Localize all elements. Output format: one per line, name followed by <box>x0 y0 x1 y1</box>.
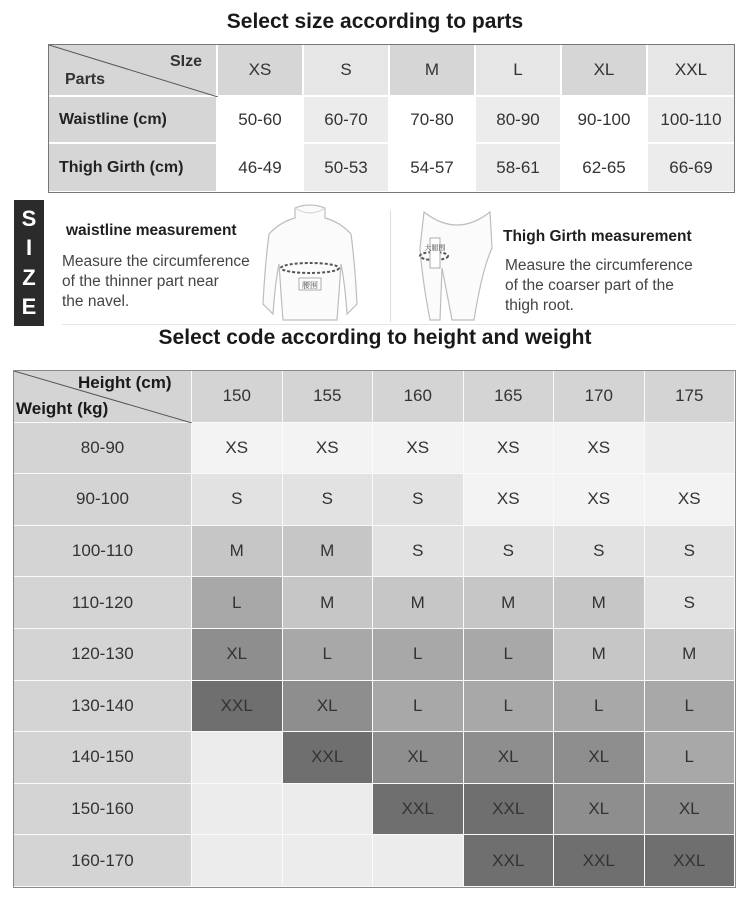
size-code-cell: XL <box>283 681 374 733</box>
size-header-xs: XS <box>218 45 304 97</box>
corner-parts-label: Parts <box>65 71 106 88</box>
thigh-line-2: of the coarser part of the <box>505 277 674 294</box>
size-code-cell: XS <box>192 423 283 475</box>
size-code-cell: XXL <box>283 732 374 784</box>
thigh-description <box>505 256 693 316</box>
size-code-cell: XL <box>645 784 736 836</box>
size-code-cell: L <box>283 629 374 681</box>
weight-row-label: 100-110 <box>14 526 192 578</box>
waist-marker-label: 腰围 <box>302 281 318 290</box>
size-code-cell: S <box>554 526 645 578</box>
size-code-cell <box>192 732 283 784</box>
size-code-cell: M <box>373 577 464 629</box>
size-code-cell <box>192 784 283 836</box>
size-header-xxl: XXL <box>648 45 734 97</box>
size-code-cell: XXL <box>464 784 555 836</box>
size-code-cell: S <box>464 526 555 578</box>
size-code-cell <box>283 784 374 836</box>
size-code-cell: XS <box>554 474 645 526</box>
size-code-cell: XS <box>464 423 555 475</box>
size-code-cell: L <box>464 681 555 733</box>
corner-height-label: Height (cm) <box>78 373 172 392</box>
size-code-cell: S <box>373 474 464 526</box>
weight-row-label: 120-130 <box>14 629 192 681</box>
parts-value-cell: 70-80 <box>390 97 476 144</box>
size-code-cell: XL <box>554 732 645 784</box>
height-weight-code-table <box>13 370 736 888</box>
size-code-cell: L <box>464 629 555 681</box>
size-code-cell: XXL <box>373 784 464 836</box>
waist-line-1: Measure the circumference <box>62 253 250 270</box>
badge-letter: I <box>25 235 33 261</box>
size-header-s: S <box>304 45 390 97</box>
parts-value-cell: 58-61 <box>476 144 562 191</box>
size-code-cell: M <box>645 629 736 681</box>
waist-description <box>62 252 250 312</box>
height-header-175: 175 <box>645 371 736 423</box>
size-code-cell: XXL <box>464 835 555 887</box>
parts-size-table <box>48 44 735 193</box>
badge-letter: E <box>21 294 37 320</box>
size-code-cell: L <box>645 732 736 784</box>
parts-title: Select size according to parts <box>226 10 524 33</box>
size-code-cell: M <box>192 526 283 578</box>
weight-row-label: 80-90 <box>14 423 192 475</box>
size-code-cell: XXL <box>554 835 645 887</box>
weight-row-label: 90-100 <box>14 474 192 526</box>
size-code-cell <box>283 835 374 887</box>
waist-line-2: of the thinner part near <box>62 273 219 290</box>
torso-figure-icon <box>255 204 365 322</box>
size-code-cell: S <box>645 526 736 578</box>
section-separator <box>62 324 736 325</box>
corner-weight-label: Weight (kg) <box>16 398 109 418</box>
parts-value-cell: 54-57 <box>390 144 476 191</box>
size-code-cell: L <box>554 681 645 733</box>
code-table-corner <box>14 371 192 423</box>
thigh-line-3: thigh root. <box>505 297 574 314</box>
size-code-cell: M <box>554 577 645 629</box>
weight-row-label: 160-170 <box>14 835 192 887</box>
parts-row-label: Waistline (cm) <box>49 97 218 144</box>
thigh-marker-label: 大腿围 <box>424 244 446 252</box>
size-code-cell: M <box>464 577 555 629</box>
badge-letter: Z <box>22 264 36 290</box>
height-header-160: 160 <box>373 371 464 423</box>
parts-value-cell: 66-69 <box>648 144 734 191</box>
waist-heading: waistline measurement <box>66 222 237 239</box>
parts-table-corner <box>49 45 218 97</box>
parts-value-cell: 46-49 <box>218 144 304 191</box>
size-header-l: L <box>476 45 562 97</box>
size-code-cell: S <box>645 577 736 629</box>
size-code-cell: XL <box>373 732 464 784</box>
parts-value-cell: 50-53 <box>304 144 390 191</box>
parts-value-cell: 62-65 <box>562 144 648 191</box>
size-code-cell: M <box>283 577 374 629</box>
size-code-cell: M <box>554 629 645 681</box>
size-code-cell: S <box>373 526 464 578</box>
size-code-cell: S <box>192 474 283 526</box>
parts-row-label: Thigh Girth (cm) <box>49 144 218 191</box>
thigh-figure-icon <box>412 208 502 322</box>
height-header-165: 165 <box>464 371 555 423</box>
weight-row-label: 110-120 <box>14 577 192 629</box>
thigh-line-1: Measure the circumference <box>505 257 693 274</box>
size-code-cell: XS <box>283 423 374 475</box>
size-code-cell: L <box>192 577 283 629</box>
weight-row-label: 130-140 <box>14 681 192 733</box>
height-header-150: 150 <box>192 371 283 423</box>
size-code-cell: XXL <box>645 835 736 887</box>
thigh-heading: Thigh Girth measurement <box>503 228 692 245</box>
waist-line-3: the navel. <box>62 293 130 310</box>
size-code-cell: XS <box>373 423 464 475</box>
size-code-cell: XS <box>645 474 736 526</box>
size-code-cell <box>373 835 464 887</box>
size-code-cell <box>645 423 736 475</box>
size-code-cell <box>192 835 283 887</box>
parts-value-cell: 80-90 <box>476 97 562 144</box>
size-code-cell: XXL <box>192 681 283 733</box>
size-code-cell: M <box>283 526 374 578</box>
weight-row-label: 150-160 <box>14 784 192 836</box>
size-code-cell: XL <box>192 629 283 681</box>
parts-value-cell: 50-60 <box>218 97 304 144</box>
size-code-cell: XS <box>464 474 555 526</box>
size-code-cell: XL <box>554 784 645 836</box>
size-header-xl: XL <box>562 45 648 97</box>
badge-letter: S <box>21 205 37 231</box>
size-code-cell: L <box>645 681 736 733</box>
code-title: Select code according to height and weight <box>158 326 592 349</box>
height-header-170: 170 <box>554 371 645 423</box>
size-header-m: M <box>390 45 476 97</box>
size-code-cell: S <box>283 474 374 526</box>
size-code-cell: XL <box>464 732 555 784</box>
size-code-cell: XS <box>554 423 645 475</box>
parts-value-cell: 60-70 <box>304 97 390 144</box>
size-code-cell: L <box>373 629 464 681</box>
parts-value-cell: 90-100 <box>562 97 648 144</box>
size-code-cell: L <box>373 681 464 733</box>
height-header-155: 155 <box>283 371 374 423</box>
corner-size-label: SIze <box>169 53 202 70</box>
weight-row-label: 140-150 <box>14 732 192 784</box>
size-badge <box>14 200 44 326</box>
parts-value-cell: 100-110 <box>648 97 734 144</box>
section-divider <box>390 210 391 322</box>
